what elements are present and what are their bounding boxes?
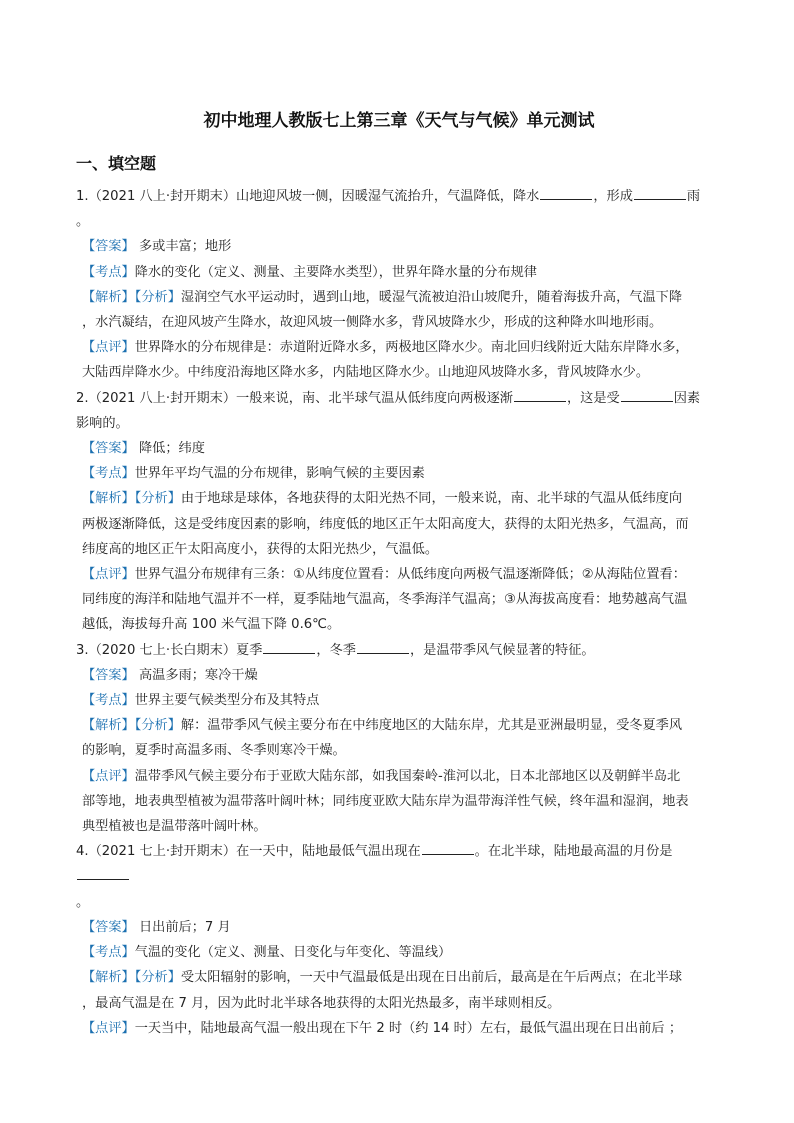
answer-tag: 【答案】	[82, 441, 135, 457]
answer-line	[76, 915, 722, 940]
analysis-text: ，最高气温是在 7 月，因为此时北半球各地获得的太阳光热最多，南半球则相反。	[82, 995, 561, 1011]
answer-tag: 【答案】	[82, 239, 135, 255]
question-stem-tail: 。	[76, 214, 90, 230]
comment-tag: 【点评】	[82, 1020, 135, 1036]
analysis-line	[76, 310, 722, 335]
analysis-line	[76, 713, 722, 738]
answer-blank	[357, 639, 409, 654]
analysis-line	[76, 285, 722, 310]
analysis-line	[76, 991, 722, 1016]
answer-line	[76, 436, 722, 461]
point-text: 气温的变化（定义、测量、日变化与年变化、等温线）	[134, 945, 452, 961]
question-stem	[76, 386, 722, 411]
stem-text: 雨	[686, 189, 701, 204]
stem-text: 2.（2021 八上·封开期末）一般来说，南、北半球气温从低纬度向两极逐渐	[76, 390, 513, 406]
answer-line	[76, 234, 722, 259]
question-list	[76, 184, 722, 1041]
analysis-tag: 【解析】【分析】	[82, 970, 181, 986]
analysis-tag: 【解析】【分析】	[82, 491, 181, 507]
comment-line	[76, 335, 722, 360]
point-tag: 【考点】	[82, 264, 135, 280]
answer-blank	[263, 639, 315, 654]
answer-blank	[422, 840, 474, 855]
analysis-text: 两极逐渐降低，这是受纬度因素的影响，纬度低的地区正午太阳高度大，获得的太阳光热多，气温高，而	[82, 516, 689, 532]
question-block	[76, 839, 722, 1041]
point-line	[76, 940, 722, 965]
comment-line	[76, 612, 722, 637]
question-stem-tail: 。	[76, 894, 90, 910]
answer-blank	[540, 185, 592, 200]
analysis-line	[76, 486, 722, 511]
comment-text: 一天当中，陆地最高气温一般出现在下午 2 时（约 14 时）左右，最低气温出现在日出前后 ；	[134, 1020, 683, 1036]
stem-text: ，形成	[593, 189, 633, 204]
answer-text: 高温多雨；寒冷干燥	[134, 667, 258, 683]
comment-tag: 【点评】	[82, 340, 135, 356]
point-line	[76, 260, 722, 285]
analysis-text: ，水汽凝结，在迎风坡产生降水，故迎风坡一侧降水多，背风坡降水少，形成的这种降水叫地形雨。	[82, 315, 663, 331]
answer-text: 多或丰富；地形	[134, 239, 232, 255]
answer-blank	[77, 865, 129, 880]
point-tag: 【考点】	[82, 693, 135, 709]
question-block	[76, 638, 722, 840]
point-tag: 【考点】	[82, 466, 135, 482]
comment-text: 世界降水的分布规律是：赤道附近降水多，两极地区降水少。南北回归线附近大陆东岸降水多，	[134, 340, 689, 356]
analysis-tag: 【解析】【分析】	[82, 289, 181, 305]
comment-text: 部等地，地表典型植被为温带落叶阔叶林；同纬度亚欧大陆东岸为温带海洋性气候，终年温和湿润，地表	[82, 793, 689, 809]
question-stem	[76, 184, 722, 209]
comment-line	[76, 360, 722, 385]
question-stem	[76, 638, 722, 663]
stem-text: 1.（2021 八上·封开期末）山地迎风坡一侧，因暖湿气流抬升，气温降低，降水	[76, 189, 540, 204]
comment-line	[76, 587, 722, 612]
analysis-line	[76, 512, 722, 537]
analysis-text: 纬度高的地区正午太阳高度小，获得的太阳光热少，气温低。	[82, 541, 439, 557]
comment-text: 越低，海拔每升高 100 米气温下降 0.6℃。	[82, 617, 341, 633]
analysis-text: 受太阳辐射的影响，一天中气温最低是出现在日出前后，最高是在午后两点；在北半球	[180, 970, 683, 986]
point-line	[76, 688, 722, 713]
answer-blank	[621, 387, 673, 402]
question-block	[76, 184, 722, 386]
comment-text: 同纬度的海洋和陆地气温并不一样，夏季陆地气温高，冬季海洋气温高；③从海拔高度看：地势越高气温	[82, 592, 688, 608]
comment-line	[76, 1016, 722, 1041]
answer-tag: 【答案】	[82, 919, 135, 935]
comment-text: 温带季风气候主要分布于亚欧大陆东部，如我国秦岭-淮河以北，日本北部地区以及朝鲜半岛北	[134, 768, 681, 784]
analysis-line	[76, 738, 722, 763]
analysis-text: 湿润空气水平运动时，遇到山地，暖湿气流被迫沿山坡爬升，随着海拔升高，气温下降	[180, 289, 683, 305]
answer-blank	[634, 185, 686, 200]
question-block	[76, 386, 722, 638]
comment-tag: 【点评】	[82, 567, 135, 583]
comment-tag: 【点评】	[82, 768, 135, 784]
answer-text: 日出前后；7 月	[134, 919, 231, 935]
page-title: 初中地理人教版七上第三章《天气与气候》单元测试	[203, 111, 595, 131]
question-stem-tail: 影响的。	[76, 415, 129, 431]
point-text: 降水的变化（定义、测量、主要降水类型），世界年降水量的分布规律	[134, 264, 537, 280]
question-stem	[76, 839, 722, 889]
stem-text: ，冬季	[316, 642, 356, 658]
point-text: 世界年平均气温的分布规律，影响气候的主要因素	[134, 466, 425, 482]
comment-text: 世界气温分布规律有三条：①从纬度位置看：从低纬度向两极气温逐渐降低；②从海陆位置看：	[134, 567, 686, 583]
comment-text: 大陆西岸降水少。中纬度沿海地区降水多，内陆地区降水少。山地迎风坡降水多，背风坡降水少。	[82, 365, 650, 381]
comment-line	[76, 814, 722, 839]
analysis-text: 解：温带季风气候主要分布在中纬度地区的大陆东岸，尤其是亚洲最明显，受冬夏季风	[180, 718, 683, 734]
point-line	[76, 461, 722, 486]
analysis-line	[76, 537, 722, 562]
comment-text: 典型植被也是温带落叶阔叶林。	[82, 819, 267, 835]
section-heading: 一、填空题	[76, 154, 157, 173]
stem-text: 。在北半球，陆地最高温的月份是	[474, 844, 673, 860]
answer-line	[76, 663, 722, 688]
answer-tag: 【答案】	[82, 667, 135, 683]
stem-text: 因素	[673, 390, 701, 406]
analysis-line	[76, 965, 722, 990]
point-text: 世界主要气候类型分布及其特点	[134, 693, 320, 709]
comment-line	[76, 562, 722, 587]
answer-blank	[514, 387, 566, 402]
stem-text: ，这是受	[566, 390, 620, 406]
stem-text: ，是温带季风气候显著的特征。	[409, 642, 595, 658]
analysis-tag: 【解析】【分析】	[82, 718, 181, 734]
analysis-text: 的影响，夏季时高温多雨、冬季则寒冷干燥。	[82, 743, 346, 759]
comment-line	[76, 789, 722, 814]
stem-text: 3.（2020 七上·长白期末）夏季	[76, 642, 263, 658]
answer-text: 降低；纬度	[134, 441, 205, 457]
analysis-text: 由于地球是球体，各地获得的太阳光热不同，一般来说，南、北半球的气温从低纬度向	[180, 491, 683, 507]
point-tag: 【考点】	[82, 945, 135, 961]
document-content	[76, 108, 722, 1041]
stem-text: 4.（2021 七上·封开期末）在一天中，陆地最低气温出现在	[76, 844, 421, 860]
comment-line	[76, 764, 722, 789]
